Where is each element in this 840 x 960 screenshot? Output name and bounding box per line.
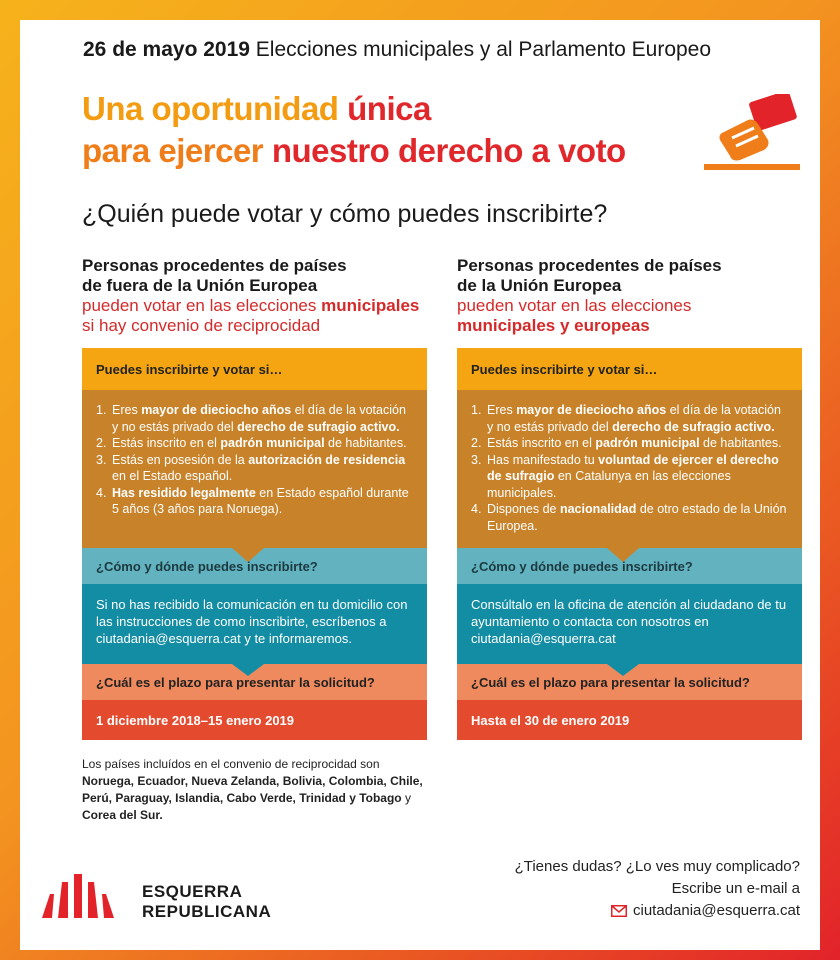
requirement-item: 3. Estás en posesión de la autorización de residencia en el Estado español. [96, 452, 406, 483]
right-how-header: ¿Cómo y dónde puedes inscribirte? [457, 548, 802, 584]
requirement-item: 2. Estás inscrito en el padrón municipal de habitantes. [96, 436, 407, 450]
right-requirements-list [457, 390, 802, 548]
ballot-box-icon [702, 94, 802, 174]
logo-wordmark: ESQUERRA REPUBLICANA [142, 882, 272, 921]
right-deadline-value: Hasta el 30 de enero 2019 [457, 700, 802, 740]
date-bold: 26 de mayo 2019 [83, 38, 250, 61]
right-info-box [457, 348, 802, 740]
left-deadline-header: ¿Cuál es el plazo para presentar la solicitud? [82, 664, 427, 700]
left-info-box [82, 348, 427, 740]
left-how-header: ¿Cómo y dónde puedes inscribirte? [82, 548, 427, 584]
requirement-item: 1. Eres mayor de dieciocho años el día de la votación y no estás privado del derecho de sufragio activo. [96, 403, 406, 434]
headline [82, 88, 626, 172]
requirement-item: 4. Has residido legalmente en Estado español durante 5 años (3 años para Noruega). [96, 485, 409, 516]
left-deadline-value: 1 diciembre 2018–15 enero 2019 [82, 700, 427, 740]
contact-email-link[interactable]: ciutadania@esquerra.cat [611, 900, 800, 922]
date-rest: Elecciones municipales y al Parlamento Europeo [255, 38, 712, 61]
left-column-heading: Personas procedentes de países de fuera de la Unión Europea pueden votar en las elecciones municipales si hay convenio de reciprocidad [82, 256, 420, 335]
poster [20, 20, 820, 950]
esquerra-logo-icon [40, 872, 122, 920]
right-deadline-header: ¿Cuál es el plazo para presentar la solicitud? [457, 664, 802, 700]
reciprocity-footnote: Los países incluídos en el convenio de reciprocidad son Noruega, Ecuador, Nueva Zelanda, Bolivia, Colombia, Chile, Perú, Paraguay, Islandia, Cabo Verde, Trinidad y Tobago y Corea del Sur. [82, 757, 423, 822]
headline-line-1: Una oportunidad única [82, 90, 431, 127]
right-column-heading: Personas procedentes de países de la Unión Europea pueden votar en las elecciones municipales y europeas [457, 256, 722, 335]
requirement-item: 2. Estás inscrito en el padrón municipal de habitantes. [471, 436, 782, 450]
envelope-icon [611, 905, 627, 917]
requirement-item: 4. Dispones de nacionalidad de otro estado de la Unión Europea. [471, 502, 787, 533]
left-how-body: Si no has recibido la comunicación en tu domicilio con las instrucciones de como inscribirte, escríbenos a ciutadania@esquerra.cat y te informaremos. [82, 584, 427, 664]
contact-block: ¿Tienes dudas? ¿Lo ves muy complicado? Escribe un e-mail a ciutadania@esquerra.cat [515, 856, 800, 924]
right-how-body: Consúltalo en la oficina de atención al ciudadano de tu ayuntamiento o contacta con nosotros en ciutadania@esquerra.cat [457, 584, 802, 664]
question-heading: ¿Quién puede votar y cómo puedes inscribirte? [82, 200, 608, 228]
headline-line-2: para ejercer nuestro derecho a voto [82, 132, 626, 169]
right-requirements-header: Puedes inscribirte y votar si… [457, 348, 802, 390]
date-line [83, 38, 711, 62]
left-requirements-header: Puedes inscribirte y votar si… [82, 348, 427, 390]
requirement-item: 1. Eres mayor de dieciocho años el día de la votación y no estás privado del derecho de sufragio activo. [471, 403, 781, 434]
left-requirements-list [82, 390, 427, 548]
requirement-item: 3. Has manifestado tu voluntad de ejercer el derecho de sufragio en Catalunya en las elecciones municipales. [471, 452, 779, 500]
